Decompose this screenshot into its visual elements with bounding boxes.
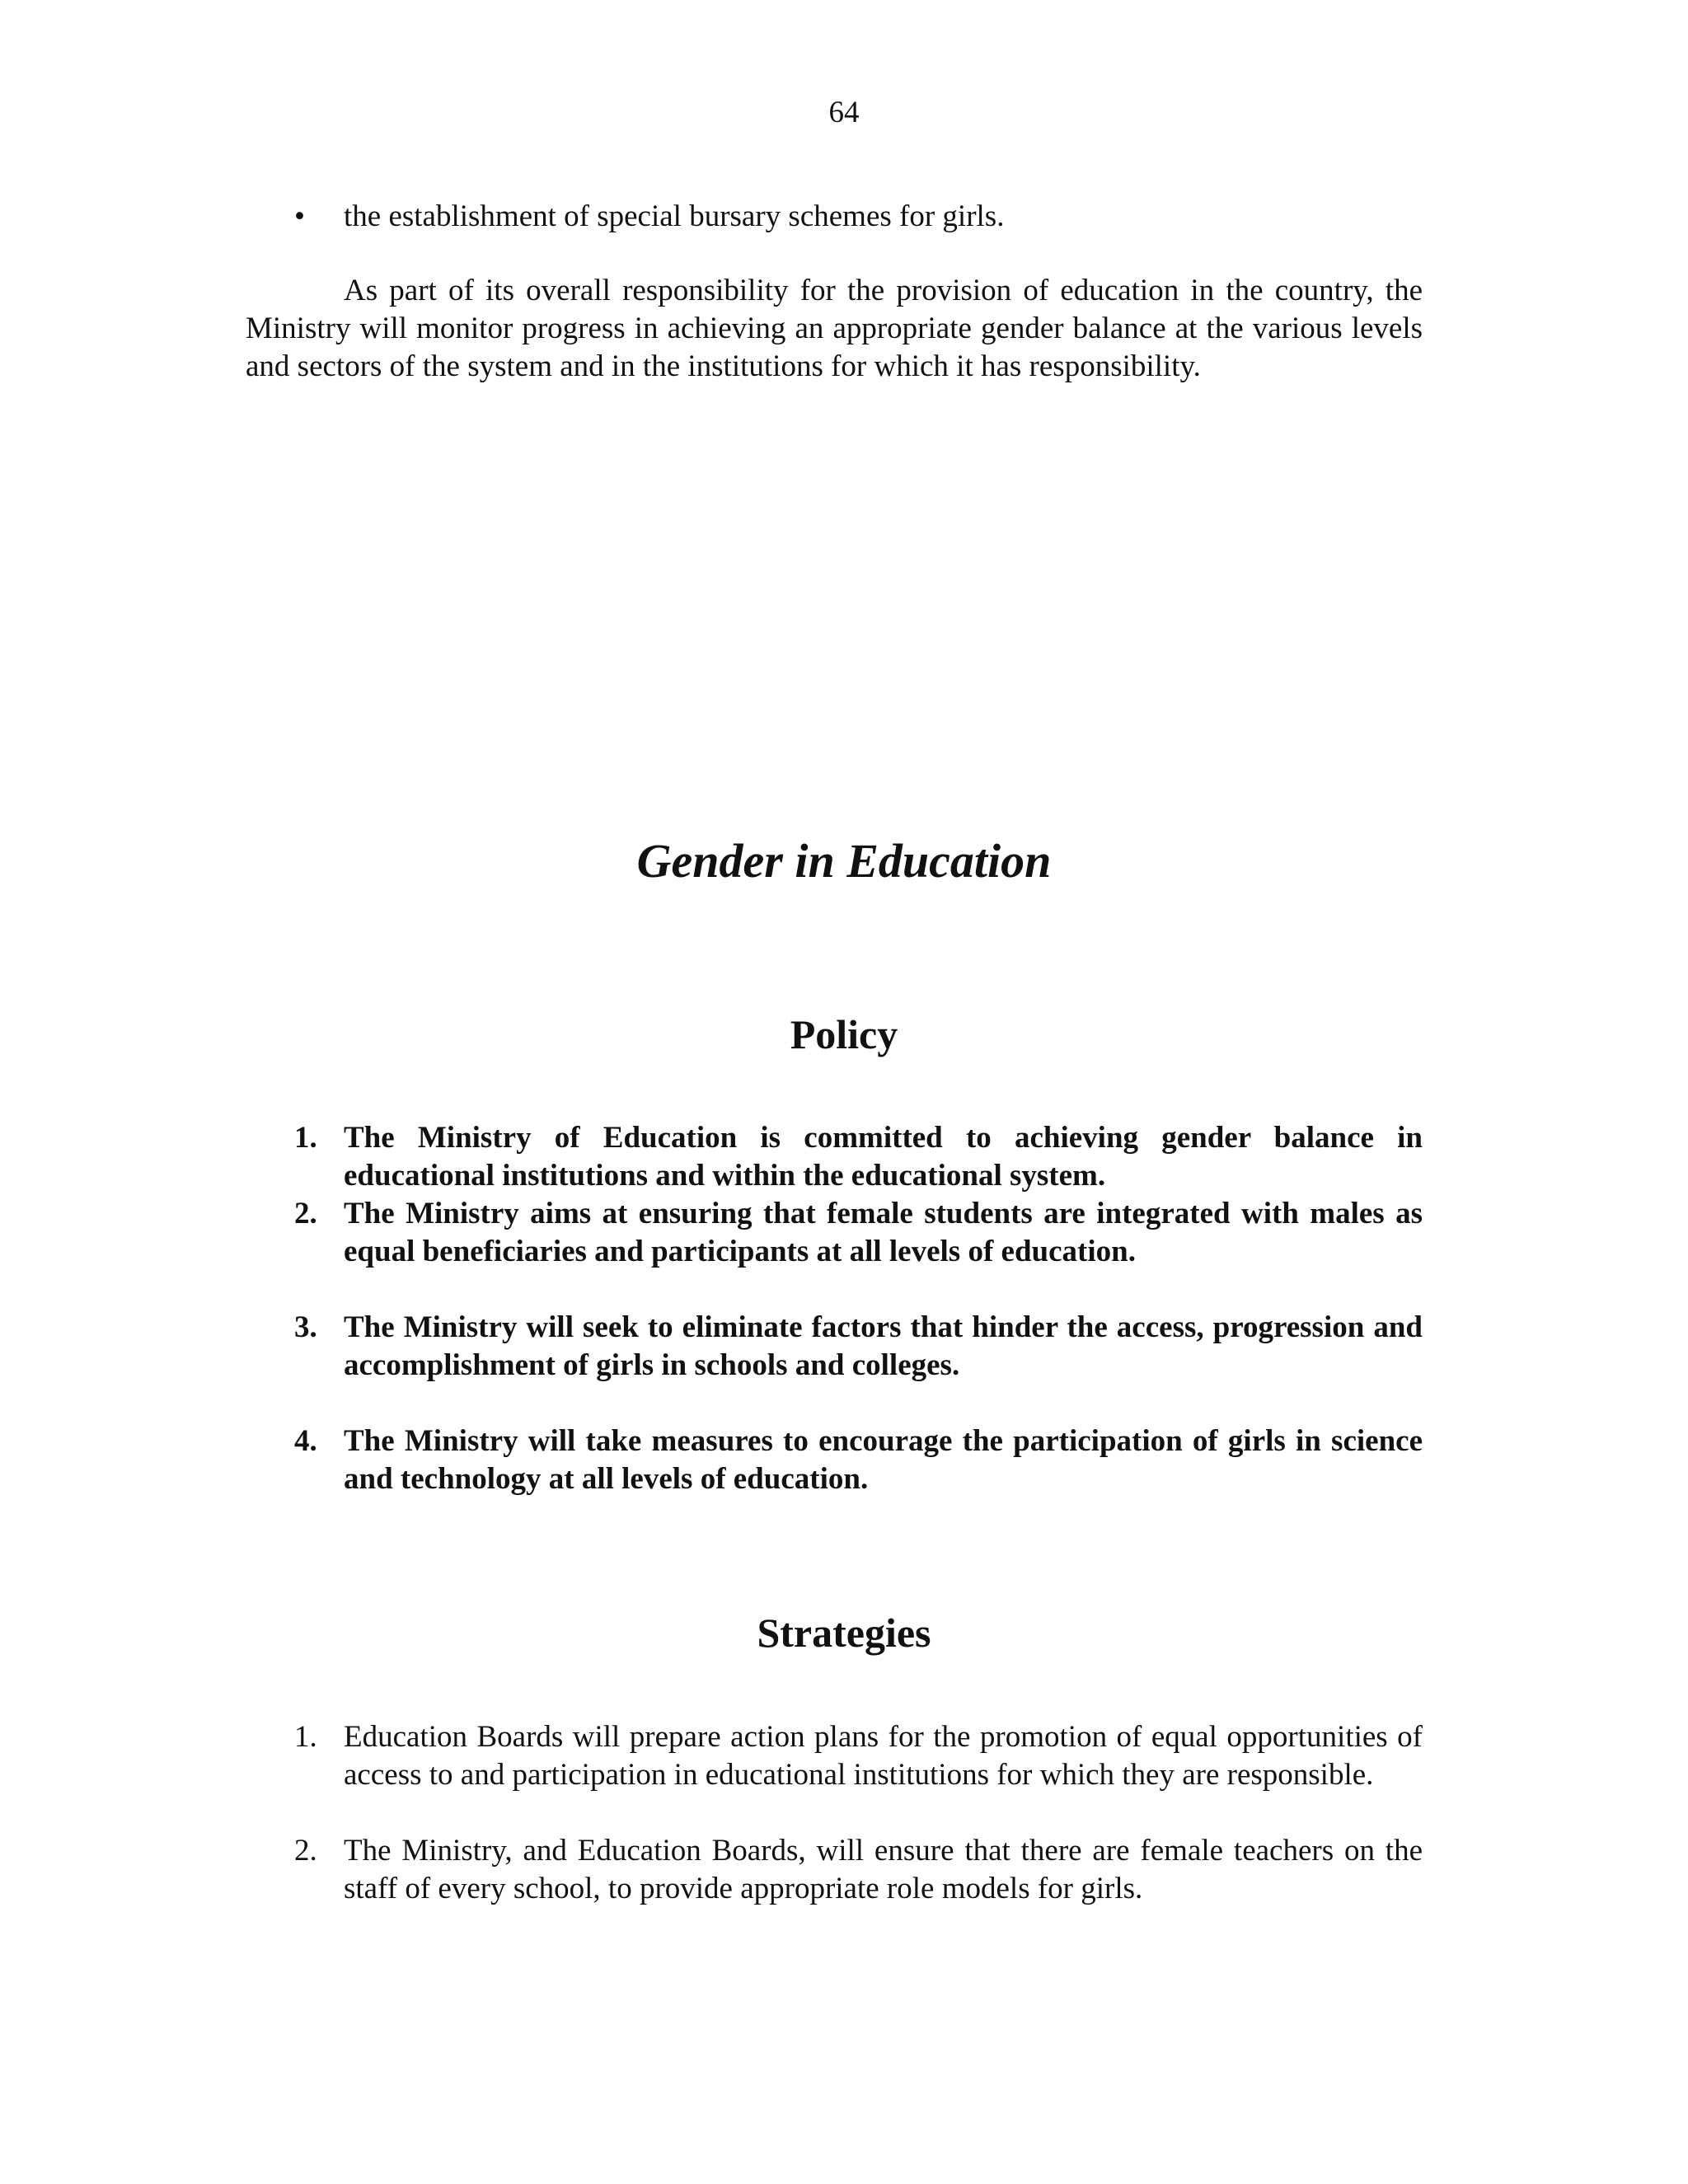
strategies-heading: Strategies (757, 1610, 931, 1656)
policy-item-text: The Ministry will take measures to encourage the participation of girls in science and technology at all levels of education. (344, 1424, 1423, 1496)
strategy-item (246, 1718, 1423, 1794)
policy-list (246, 1119, 1423, 1498)
policy-item (246, 1119, 1423, 1195)
policy-item-number: 1. (294, 1121, 317, 1155)
policy-item-text: The Ministry aims at ensuring that female students are integrated with males as equal beneficiaries and participants at all levels of education. (344, 1197, 1423, 1268)
policy-item-text: The Ministry of Education is committed to achieving gender balance in educational institutions and within the educational system. (344, 1121, 1423, 1193)
policy-item-number: 2. (294, 1197, 317, 1230)
strategy-item-text: Education Boards will prepare action plans for the promotion of equal opportunities of access to and participation in educational institutions for which they are responsible. (344, 1720, 1423, 1792)
policy-item-number: 4. (294, 1424, 317, 1458)
section-title: Gender in Education (636, 834, 1052, 888)
policy-item-number: 3. (294, 1310, 317, 1344)
policy-item (246, 1195, 1423, 1271)
strategy-item-text: The Ministry, and Education Boards, will ensure that there are female teachers on the staff of every school, to provide appropriate role models for girls. (344, 1834, 1423, 1905)
page-number: 64 (828, 96, 860, 129)
body-paragraph: As part of its overall responsibility for the provision of education in the country, the Ministry will monitor progress in achieving an appropriate gender balance at the various levels and sectors of the system and in the institutions for which it has responsibility. (246, 274, 1423, 383)
strategy-item-number: 2. (294, 1834, 317, 1868)
policy-item (246, 1309, 1423, 1385)
policy-heading: Policy (790, 1011, 898, 1057)
strategy-item (246, 1832, 1423, 1908)
strategy-item-number: 1. (294, 1720, 317, 1754)
strategies-list (246, 1718, 1423, 1908)
policy-item-text: The Ministry will seek to eliminate factors that hinder the access, progression and accomplishment of girls in schools and colleges. (344, 1310, 1423, 1382)
policy-item (246, 1422, 1423, 1498)
bullet-marker: • (294, 199, 305, 233)
bullet-text: the establishment of special bursary schemes for girls. (344, 199, 1005, 233)
